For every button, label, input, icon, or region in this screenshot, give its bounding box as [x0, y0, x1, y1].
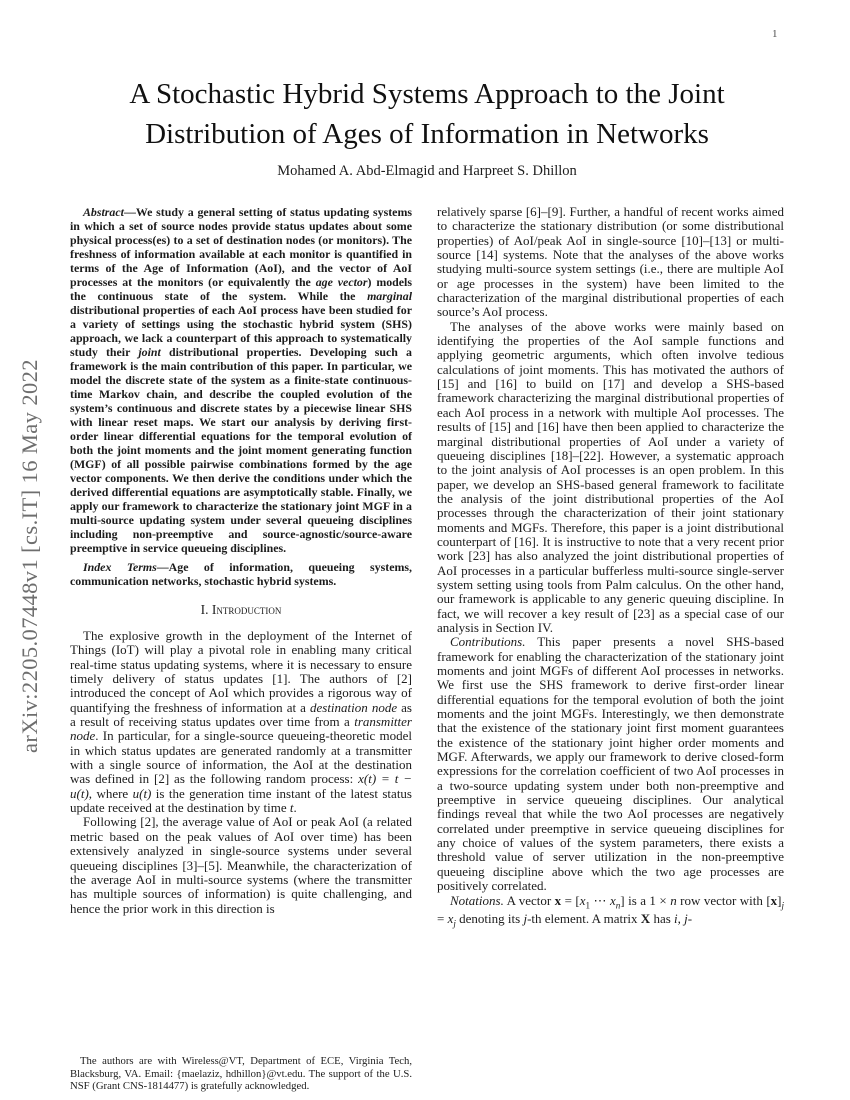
text-segment: has — [650, 911, 675, 927]
paper-title — [70, 74, 784, 154]
text-segment: t — [289, 800, 294, 816]
text-segment: = — [437, 911, 448, 927]
text-segment: x — [609, 892, 616, 908]
paper-title-line1: A Stochastic Hybrid Systems Approach to the Joint — [129, 78, 725, 110]
text-segment: This paper presents a novel SHS-based framework for enabling the characterization of the stationary joint moments and joint MGFs of different AoI processes in networks. We first use the SHS framework to derive first-order linear differential equations for the temporal evolution of both the joint moments and the joint MGFs. Interestingly, we then demonstrate that the existence of the stationary joint first moment guarantees the existence of the stationary joint higher order moments and MGF. Afterwards, we apply our framework to derive closed-form expressions for the correlation coefficient of two AoI processes in a two-source updating system under both non-preemptive and preemptive in service queueing disciplines. Our analytical findings reveal that while the two AoI processes are negatively correlated under preemptive in service queueing disciplines for any choice of values of the system parameters, there exists a threshold value of server utilization in the non-preemptive queueing discipline above which the two age processes are positively correlated. — [437, 634, 784, 894]
right-column — [437, 205, 784, 1095]
text-segment: is the generation time instant of the latest status update received at the destination by time — [70, 785, 412, 816]
two-column-body — [70, 205, 784, 1095]
text-segment: Notations. — [450, 892, 504, 908]
arxiv-banner: arXiv:2205.07448v1 [cs.IT] 16 May 2022 — [17, 359, 42, 753]
text-segment: joint — [138, 345, 161, 359]
text-segment: j — [453, 919, 456, 930]
paper-header — [70, 74, 784, 180]
text-segment: u(t) — [132, 785, 152, 801]
text-segment: denoting its — [455, 911, 524, 927]
text-segment: distributional properties. Developing such a framework is the main contribution of this paper. In particular, we model the discrete state of the system as a finite-state continuous-time Markov chain, and describe the coupled evolution of the system’s continuous and discrete states by a piecewise linear SHS with linear reset maps. We start our analysis by deriving first-order linear differential equations for the temporal evolution of both the joint moments and the joint moment generating function (MGF) of all possible pairwise combinations formed by the age vector components. We then derive the conditions under which the derived differential equations are asymptotically stable. Finally, we apply our framework to characterize the stationary joint MGF in a multi-source updating system under several queueing disciplines including non-preemptive and source-agnostic/source-aware preemptive in service queueing disciplines. — [70, 345, 412, 555]
intro-paragraph-1 — [70, 629, 412, 815]
text-segment: Contributions. — [450, 634, 526, 650]
text-segment: —Age of information, queueing systems, communication networks, stochastic hybrid systems. — [70, 560, 412, 588]
text-segment: A vector — [503, 892, 555, 908]
text-segment: , where — [88, 785, 133, 801]
text-segment: marginal — [367, 289, 412, 303]
text-segment: . — [293, 800, 297, 816]
text-segment: 1 — [585, 900, 591, 911]
text-segment: j — [523, 911, 528, 927]
notations-paragraph — [437, 894, 784, 932]
text-segment: = [ — [561, 892, 580, 908]
text-segment: Index Terms — [83, 560, 157, 574]
text-segment: X — [640, 911, 651, 927]
text-segment: . In particular, for a single-source queueing-theoretic model in which status updates are generated randomly at a transmitter with a single source of information, the AoI at the destination was defined in [2] as the following random process: — [70, 728, 412, 787]
text-segment: n — [615, 900, 621, 911]
text-segment: j — [781, 900, 785, 911]
text-segment: x — [579, 892, 586, 908]
intro-paragraph-2 — [70, 815, 412, 915]
text-segment: - — [687, 911, 693, 927]
text-segment: n — [670, 892, 677, 908]
text-segment: ⋯ — [590, 892, 610, 908]
section-heading-introduction — [70, 602, 412, 618]
text-segment: i, j — [674, 911, 688, 927]
text-segment: row vector with [ — [676, 892, 771, 908]
text-segment: The analyses of the above works were mainly based on identifying the properties of the AoI sample functions and applying geometric arguments, which often involve tedious calculations of joint moments. This has motivated the authors of [15] and [16] to build on [17] and develop a SHS-based framework characterizing the marginal distributional properties of each AoI process in a network with multiple AoI processes. The results of [15] and [16] have then been applied to characterize the marginal distributional properties of AoI under a variety of queueing disciplines [18]–[22]. However, a systematic approach to the joint analysis of AoI processes is an open problem. In this paper, we develop an SHS-based general framework to facilitate the analysis of the joint distributional properties of the AoI processes through the characterization of their joint stationary moments and MGFs. Therefore, this paper is a joint distributional counterpart of [16]. It is instructive to note that a very recent prior work [23] has also analyzed the joint distributional properties of AoI processes in a particular bufferless multi-source single-server system setting using tools from Palm calculus. On the other hand, our framework is applicable to any generic queuing discipline. In fact, we will recover a key result of [23] as a special case of our analysis in Section IV. — [437, 318, 784, 635]
intro-paragraph-3 — [437, 320, 784, 636]
text-segment: Following [2], the average value of AoI or peak AoI (a related metric based on the peak values of AoI over time) has been extensively analyzed in single-source systems under several queueing disciplines [3]–[5]. Meanwhile, the characterization of the average AoI in multi-source systems (where the transmitter has multiple sources of information) is quite challenging, and hence the prior work in this direction is — [70, 814, 412, 916]
index-terms-paragraph — [70, 560, 412, 588]
text-segment: ] is a 1 × — [620, 892, 671, 908]
text-segment: as a result of receiving status updates over time from a — [70, 699, 412, 730]
text-segment: transmitter node — [70, 714, 412, 744]
intro-paragraph-2-continuation — [437, 205, 784, 320]
text-segment: Introduction — [211, 602, 282, 617]
text-segment: age vector — [315, 275, 368, 289]
left-column — [70, 205, 412, 1095]
text-segment: distributional properties of each AoI process have been studied for a variety of settings using the stochastic hybrid system (SHS) approach, we lack a counterpart of this approach to systematically study their — [70, 303, 412, 359]
text-segment: x(t) = t − u(t) — [70, 771, 412, 801]
contributions-paragraph — [437, 635, 784, 893]
text-segment: destination node — [309, 699, 398, 715]
text-segment: I. — [200, 602, 212, 617]
text-segment: ) models the continuous state of the system. While the — [70, 275, 412, 303]
text-segment: x — [554, 892, 562, 908]
text-segment: The explosive growth in the deployment of the Internet of Things (IoT) will play a pivotal role in enabling many critical real-time status updating systems, where it is necessary to ensure timely delivery of status updates [1]. The authors of [2] introduced the concept of AoI which provides a rigorous way of quantifying the freshness of information at a — [70, 628, 412, 715]
text-segment: ] — [777, 892, 782, 908]
text-segment: The authors are with Wireless@VT, Department of ECE, Virginia Tech, Blacksburg, VA. Email: {maelaziz, hdhillon}@vt.edu. The support of the U.S. NSF (Grant CNS-1814477) is gratefully acknowledged. — [70, 1055, 412, 1093]
paper-title-line2: Distribution of Ages of Information in Networks — [145, 118, 709, 150]
author-footnote — [70, 1055, 412, 1093]
text-segment: —We study a general setting of status updating systems in which a set of source nodes provide status updates about some physical process(es) to a set of destination nodes (or monitors). The freshness of information available at each monitor is quantified in terms of the Age of Information (AoI), and the vector of AoI processes at the monitors (or equivalently the — [70, 205, 412, 289]
authors-line: Mohamed A. Abd-Elmagid and Harpreet S. Dhillon — [277, 163, 577, 179]
page-number: 1 — [772, 28, 778, 40]
text-segment: x — [447, 911, 454, 927]
text-segment: relatively sparse [6]–[9]. Further, a handful of recent works aimed to characterize the stationary distribution (or some distributional properties) of AoI/peak AoI in single-source [10]–[13] or multi-source [14] systems. Note that the analyses of the above works studying multi-source system settings (i.e., there are multiple AoI or age processes in the system) have been limited to the characterization of the marginal distributional properties of each source’s AoI process. — [437, 204, 784, 320]
text-segment: -th element. A matrix — [527, 911, 641, 927]
text-segment: x — [770, 892, 778, 908]
abstract-paragraph — [70, 205, 412, 555]
text-segment: Abstract — [83, 205, 124, 219]
